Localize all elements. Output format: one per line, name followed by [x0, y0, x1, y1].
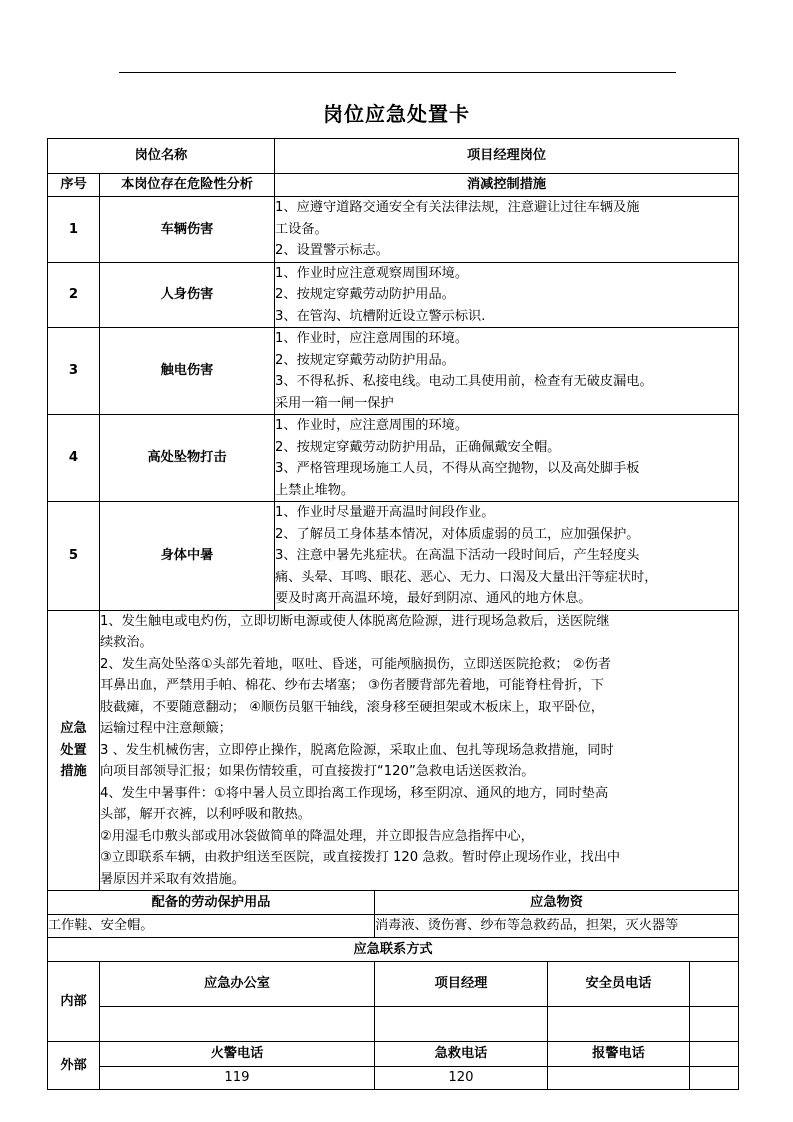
- emergency-measures-label: [48, 610, 100, 891]
- external-value-2[interactable]: [548, 1067, 690, 1090]
- job-name-row: [48, 139, 739, 174]
- emergency-label-line: 措施: [60, 764, 87, 779]
- measure-line: 1、作业时，应注意周围的环境。: [275, 418, 469, 433]
- supplies-header-row: [48, 891, 739, 915]
- measure-line: 1、作业时应注意观察周围环境。: [275, 265, 469, 281]
- table-row: [48, 262, 739, 328]
- supplies-value-row: [48, 915, 739, 938]
- contacts-title-row: [48, 938, 739, 962]
- hazard-header-measures: 消减控制措施: [275, 174, 739, 197]
- table-row: [48, 197, 739, 263]
- hazard-name: 车辆伤害: [100, 197, 275, 263]
- hazard-no: 2: [48, 262, 100, 328]
- internal-header-1: 项目经理: [375, 962, 548, 1007]
- measure-line: 2、了解员工身体基本情况，对体质虚弱的员工，应加强保护。: [275, 526, 640, 542]
- external-header-3: [690, 1042, 739, 1067]
- materials-value: 消毒液、烫伤膏、纱布等急救药品，担架，灭火器等: [375, 915, 739, 938]
- external-value-0[interactable]: 119: [100, 1067, 375, 1090]
- hazard-no: 4: [48, 415, 100, 502]
- emergency-measures-body: [100, 610, 739, 891]
- materials-header: 应急物资: [375, 891, 739, 915]
- emergency-card-table: [47, 138, 739, 1090]
- emergency-line: 续救治。: [100, 635, 153, 650]
- measure-line: 3、在管沟、坑槽附近设立警示标识.: [275, 308, 486, 324]
- internal-contacts-value-row: [48, 1007, 739, 1042]
- emergency-line: 4、发生中暑事件：①将中暑人员立即抬离工作现场，移至阴凉、通风的地方，同时垫高: [100, 785, 609, 801]
- hazard-no: 5: [48, 502, 100, 611]
- internal-value-2[interactable]: [548, 1007, 690, 1042]
- emergency-label-line: 处置: [60, 742, 87, 758]
- external-label: 外部: [48, 1042, 100, 1090]
- hazard-name: 高处坠物打击: [100, 415, 275, 502]
- ppe-value: 工作鞋、安全帽。: [48, 915, 375, 938]
- emergency-line: 运输过程中注意颠簸；: [100, 721, 232, 736]
- internal-header-3: [690, 962, 739, 1007]
- internal-header-2: 安全员电话: [548, 962, 690, 1007]
- external-value-1[interactable]: 120: [375, 1067, 548, 1090]
- emergency-line: 3 、发生机械伤害，立即停止操作，脱离危险源，采取止血、包扎等现场急救措施，同时: [100, 742, 614, 758]
- emergency-line: 肢截瘫，不要随意翻动； ④顺伤员躯干轴线，滚身移至硬担架或木板床上，取平卧位，: [100, 699, 604, 715]
- external-contacts-header-row: [48, 1042, 739, 1067]
- emergency-line: ②用湿毛巾敷头部或用冰袋做简单的降温处理，并立即报告应急指挥中心，: [100, 828, 534, 844]
- emergency-label-line: 应急: [60, 721, 87, 736]
- hazard-name: 身体中暑: [100, 502, 275, 611]
- measure-line: 3、注意中暑先兆症状。在高温下活动一段时间后，产生轻度头: [275, 548, 640, 563]
- hazard-measures: [275, 328, 739, 415]
- emergency-line: 1、发生触电或电灼伤，立即切断电源或使人体脱离危险源，进行现场急救后，送医院继: [100, 613, 610, 629]
- emergency-line: 耳鼻出血，严禁用手帕、棉花、纱布去堵塞； ③伤者腰背部先着地，可能脊柱骨折，下: [100, 678, 604, 693]
- hazard-header-no: 序号: [48, 174, 100, 197]
- external-value-3[interactable]: [690, 1067, 739, 1090]
- measure-line: 2、按规定穿戴劳动防护用品。: [275, 352, 455, 368]
- hazard-measures: [275, 197, 739, 263]
- measure-line: 2、按规定穿戴劳动防护用品，正确佩戴安全帽。: [275, 439, 561, 455]
- measure-line: 痛、头晕、耳鸣、眼花、恶心、无力、口渴及大量出汗等症状时，: [275, 569, 658, 585]
- table-row: [48, 502, 739, 611]
- measure-line: 工设备。: [275, 221, 328, 237]
- measure-line: 要及时离开高温环境，最好到阴凉、通风的地方休息。: [275, 591, 592, 606]
- measure-line: 1、作业时尽量避开高温时间段作业。: [275, 505, 495, 520]
- hazard-header-row: [48, 174, 739, 197]
- emergency-line: 暑原因并采取有效措施。: [100, 871, 246, 887]
- header-rule: [119, 72, 676, 73]
- measure-line: 3、不得私拆、私接电线。电动工具使用前，检查有无破皮漏电。: [275, 374, 653, 389]
- ppe-header: 配备的劳动保护用品: [48, 891, 375, 915]
- measure-line: 上禁止堆物。: [275, 482, 355, 498]
- hazard-header-hazard: 本岗位存在危险性分析: [100, 174, 275, 197]
- emergency-line: 2、发生高处坠落①头部先着地，呕吐、昏迷，可能颅脑损伤，立即送医院抢救； ②伤者: [100, 656, 611, 672]
- job-name-label: 岗位名称: [48, 139, 275, 174]
- table-row: [48, 415, 739, 502]
- hazard-measures: [275, 502, 739, 611]
- emergency-card-table-wrapper: [47, 138, 738, 1090]
- measure-line: 2、按规定穿戴劳动防护用品。: [275, 287, 455, 302]
- table-row: [48, 328, 739, 415]
- internal-label: 内部: [48, 962, 100, 1042]
- measure-line: 1、作业时，应注意周围的环境。: [275, 331, 469, 346]
- internal-header-0: 应急办公室: [100, 962, 375, 1007]
- job-name-value: 项目经理岗位: [275, 139, 739, 174]
- measure-line: 2、设置警示标志。: [275, 243, 389, 258]
- external-header-2: 报警电话: [548, 1042, 690, 1067]
- emergency-line: ③立即联系车辆，由救护组送至医院，或直接拨打 120 急救。暂时停止现场作业，找出中: [100, 850, 621, 865]
- hazard-name: 人身伤害: [100, 262, 275, 328]
- internal-contacts-header-row: [48, 962, 739, 1007]
- hazard-no: 3: [48, 328, 100, 415]
- internal-value-1[interactable]: [375, 1007, 548, 1042]
- emergency-line: 头部，解开衣裤，以利呼吸和散热。: [100, 807, 311, 822]
- internal-value-3[interactable]: [690, 1007, 739, 1042]
- hazard-measures: [275, 262, 739, 328]
- internal-value-0[interactable]: [100, 1007, 375, 1042]
- external-header-0: 火警电话: [100, 1042, 375, 1067]
- emergency-line: 向项目部领导汇报；如果伤情较重，可直接拨打“120”急救电话送医救治。: [100, 764, 535, 779]
- measure-line: 采用一箱一闸一保护: [275, 395, 394, 411]
- hazard-no: 1: [48, 197, 100, 263]
- page-title: 岗位应急处置卡: [323, 102, 470, 126]
- measure-line: 3、严格管理现场施工人员，不得从高空抛物，以及高处脚手板: [275, 461, 640, 476]
- hazard-name: 触电伤害: [100, 328, 275, 415]
- external-header-1: 急救电话: [375, 1042, 548, 1067]
- contacts-title: 应急联系方式: [48, 938, 739, 962]
- emergency-measures-row: [48, 610, 739, 891]
- measure-line: 1、应遵守道路交通安全有关法律法规，注意避让过往车辆及施: [275, 200, 640, 215]
- hazard-measures: [275, 415, 739, 502]
- external-contacts-value-row: [48, 1067, 739, 1090]
